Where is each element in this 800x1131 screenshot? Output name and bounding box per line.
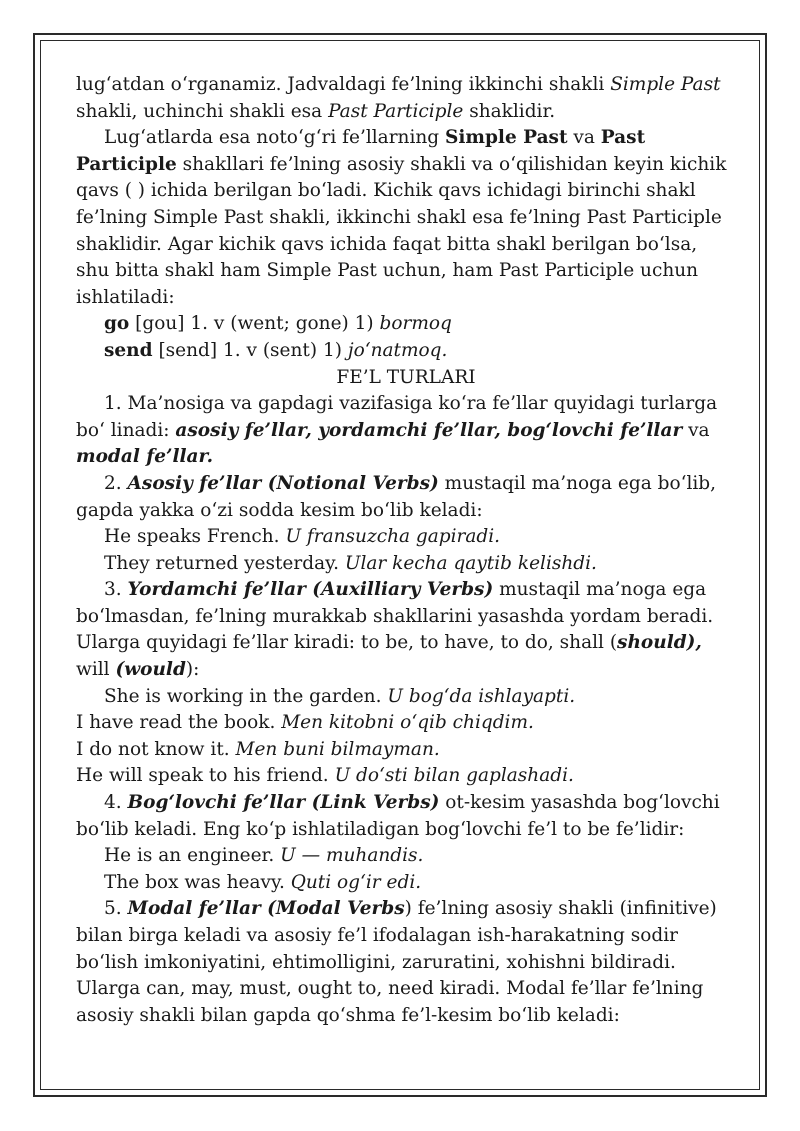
paragraph-notional-verbs: 2. Asosiy fe’llar (Notional Verbs) mustaqil ma’noga ega bo‘lib, gapda yakka o‘zi sodda kesim bo‘lib keladi:	[76, 472, 717, 521]
example-sentence: The box was heavy. Quti og‘ir edi.	[104, 871, 422, 893]
paragraph-intro: lug‘atdan o‘rganamiz. Jadvaldagi fe’lning ikkinchi shakli Simple Past shakli, uchinchi shakli esa Past Participle shaklidir.	[76, 74, 721, 122]
example-sentence: I do not know it. Men buni bilmayman.	[76, 738, 440, 760]
example-sentence: I have read the book. Men kitobni o‘qib chiqdim.	[76, 712, 534, 734]
dictionary-entry-send: send [send] 1. v (sent) 1) jo‘natmoq.	[104, 339, 448, 361]
page-body	[76, 72, 736, 1029]
paragraph-auxiliary-verbs: 3. Yordamchi fe’llar (Auxilliary Verbs) mustaqil ma’noga ega bo‘lmasdan, fe’lning murakkab shakllarini yasashda yordam beradi. Ularga quyidagi fe’llar kiradi: to be, to have, to do, shall (should), will (would):	[76, 579, 714, 681]
example-sentence: He speaks French. U fransuzcha gapiradi.	[104, 526, 501, 548]
example-sentence: He will speak to his friend. U do‘sti bilan gaplashadi.	[76, 765, 574, 787]
paragraph-dictionary: Lug‘atlarda esa noto‘g‘ri fe’llarning Simple Past va Past Participle shakllari fe’lning asosiy shakli va o‘qilishidan keyin kichik qavs ( ) ichida berilgan bo‘ladi. Kichik qavs ichidagi birinchi shakl fe’lning Simple Past shakli, ikkinchi shakl esa fe’lning Past Participle shaklidir. Agar kichik qavs ichida faqat bitta shakl berilgan bo‘lsa, shu bitta shakl ham Simple Past uchun, ham Past Participle uchun ishlatiladi:	[76, 127, 727, 308]
example-sentence: They returned yesterday. Ular kecha qaytib kelishdi.	[104, 552, 597, 574]
paragraph-modal-verbs: 5. Modal fe’llar (Modal Verbs) fe’lning asosiy shakli (infinitive) bilan birga keladi va asosiy fe’l ifodalagan ish-harakatning sodir bo‘lish imkoniyatini, ehtimolligini, zaruratini, xohishni bildiradi. Ularga can, may, must, ought to, need kiradi. Modal fe’llar fe’lning asosiy shakli bilan gapda qo‘shma fe’l-kesim bo‘lib keladi:	[76, 898, 717, 1026]
paragraph-verb-types: 1. Ma’nosiga va gapdagi vazifasiga ko‘ra fe’llar quyidagi turlarga bo‘ linadi: asosiy fe’llar, yordamchi fe’llar, bog‘lovchi fe’llar va modal fe’llar.	[76, 393, 718, 468]
paragraph-link-verbs: 4. Bog‘lovchi fe’llar (Link Verbs) ot-kesim yasashda bog‘lovchi bo‘lib keladi. Eng ko‘p ishlatiladigan bog‘lovchi fe’l to be fe’lidir:	[76, 792, 720, 840]
example-sentence: She is working in the garden. U bog‘da ishlayapti.	[104, 685, 576, 707]
example-sentence: He is an engineer. U — muhandis.	[104, 845, 424, 867]
section-heading: FE’L TURLARI	[336, 366, 476, 388]
dictionary-entry-go: go [gou] 1. v (went; gone) 1) bormoq	[104, 313, 452, 335]
